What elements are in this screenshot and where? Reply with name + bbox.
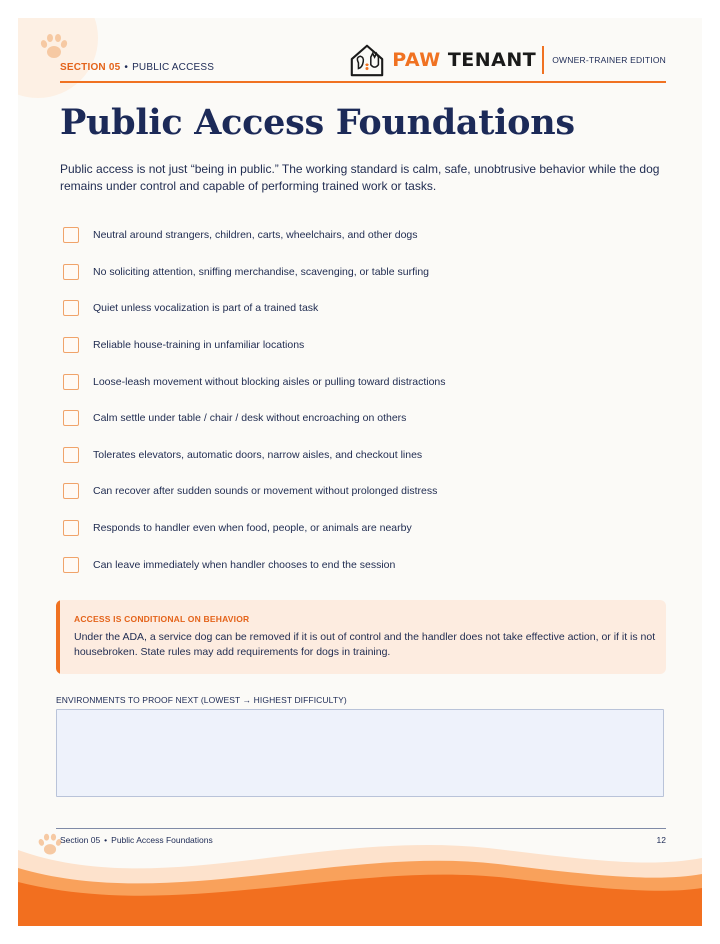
footer-section: Section 05 xyxy=(60,835,101,845)
callout-title: ACCESS IS CONDITIONAL ON BEHAVIOR xyxy=(74,614,250,624)
footer-divider xyxy=(56,828,666,829)
checkbox[interactable] xyxy=(63,227,79,243)
environments-label: ENVIRONMENTS TO PROOF NEXT (LOWEST → HIGHEST DIFFICULTY) xyxy=(56,695,347,705)
checklist-item xyxy=(63,510,663,547)
checkbox[interactable] xyxy=(63,300,79,316)
behavior-checklist xyxy=(63,217,663,583)
checkbox[interactable] xyxy=(63,374,79,390)
house-dog-cat-icon xyxy=(348,41,386,79)
checklist-item xyxy=(63,473,663,510)
document-page xyxy=(18,18,702,926)
checkbox[interactable] xyxy=(63,483,79,499)
callout-accent-bar xyxy=(56,600,60,674)
checklist-item xyxy=(63,363,663,400)
checklist-item-label: Calm settle under table / chair / desk without encroaching on others xyxy=(93,412,407,425)
environments-input[interactable] xyxy=(56,709,664,797)
header-divider xyxy=(60,81,666,83)
checklist-item xyxy=(63,437,663,474)
checkbox[interactable] xyxy=(63,557,79,573)
checklist-item xyxy=(63,217,663,254)
footer-title: Public Access Foundations xyxy=(111,835,213,845)
brand-tenant-word: TENANT xyxy=(447,49,537,71)
checklist-item-label: No soliciting attention, sniffing merchandise, scavenging, or table surfing xyxy=(93,265,429,278)
checklist-item-label: Responds to handler even when food, people, or animals are nearby xyxy=(93,522,412,535)
checklist-item-label: Neutral around strangers, children, carts, wheelchairs, and other dogs xyxy=(93,229,418,242)
brand-paw-word: PAW xyxy=(392,49,441,71)
callout-text: Under the ADA, a service dog can be removed if it is out of control and the handler does not take effective action, or if it is not housebroken. State rules may add requirements for dogs in training. xyxy=(74,631,656,658)
checklist-item xyxy=(63,290,663,327)
checkbox[interactable] xyxy=(63,447,79,463)
checklist-item xyxy=(63,254,663,291)
separator-dot: • xyxy=(104,835,108,845)
section-breadcrumb xyxy=(60,62,214,73)
brand-divider xyxy=(542,46,544,74)
checklist-item xyxy=(63,327,663,364)
checklist-item-label: Quiet unless vocalization is part of a trained task xyxy=(93,302,319,315)
checklist-item-label: Loose-leash movement without blocking aisles or pulling toward distractions xyxy=(93,375,446,388)
page-title: Public Access Foundations xyxy=(60,102,575,143)
checklist-item-label: Tolerates elevators, automatic doors, narrow aisles, and checkout lines xyxy=(93,448,423,461)
checklist-item-label: Can recover after sudden sounds or movement without prolonged distress xyxy=(93,485,438,498)
checkbox[interactable] xyxy=(63,410,79,426)
checkbox[interactable] xyxy=(63,337,79,353)
checklist-item xyxy=(63,546,663,583)
edition-label: OWNER-TRAINER EDITION xyxy=(552,55,666,65)
checklist-item xyxy=(63,400,663,437)
section-number: SECTION 05 xyxy=(60,62,121,73)
intro-paragraph: Public access is not just “being in public.” The working standard is calm, safe, unobtrusive behavior while the dog remains under control and capable of performing trained work or tasks. xyxy=(60,162,660,193)
section-name: PUBLIC ACCESS xyxy=(132,62,215,73)
checklist-item-label: Reliable house-training in unfamiliar locations xyxy=(93,339,305,352)
brand-name xyxy=(392,49,536,71)
page-header xyxy=(60,40,666,80)
checkbox[interactable] xyxy=(63,520,79,536)
page-number: 12 xyxy=(656,835,666,845)
access-callout xyxy=(56,600,666,674)
checkbox[interactable] xyxy=(63,264,79,280)
footer-breadcrumb xyxy=(60,835,213,845)
checklist-item-label: Can leave immediately when handler chooses to end the session xyxy=(93,558,396,571)
brand-lockup xyxy=(348,40,666,80)
separator-dot: • xyxy=(124,62,129,73)
